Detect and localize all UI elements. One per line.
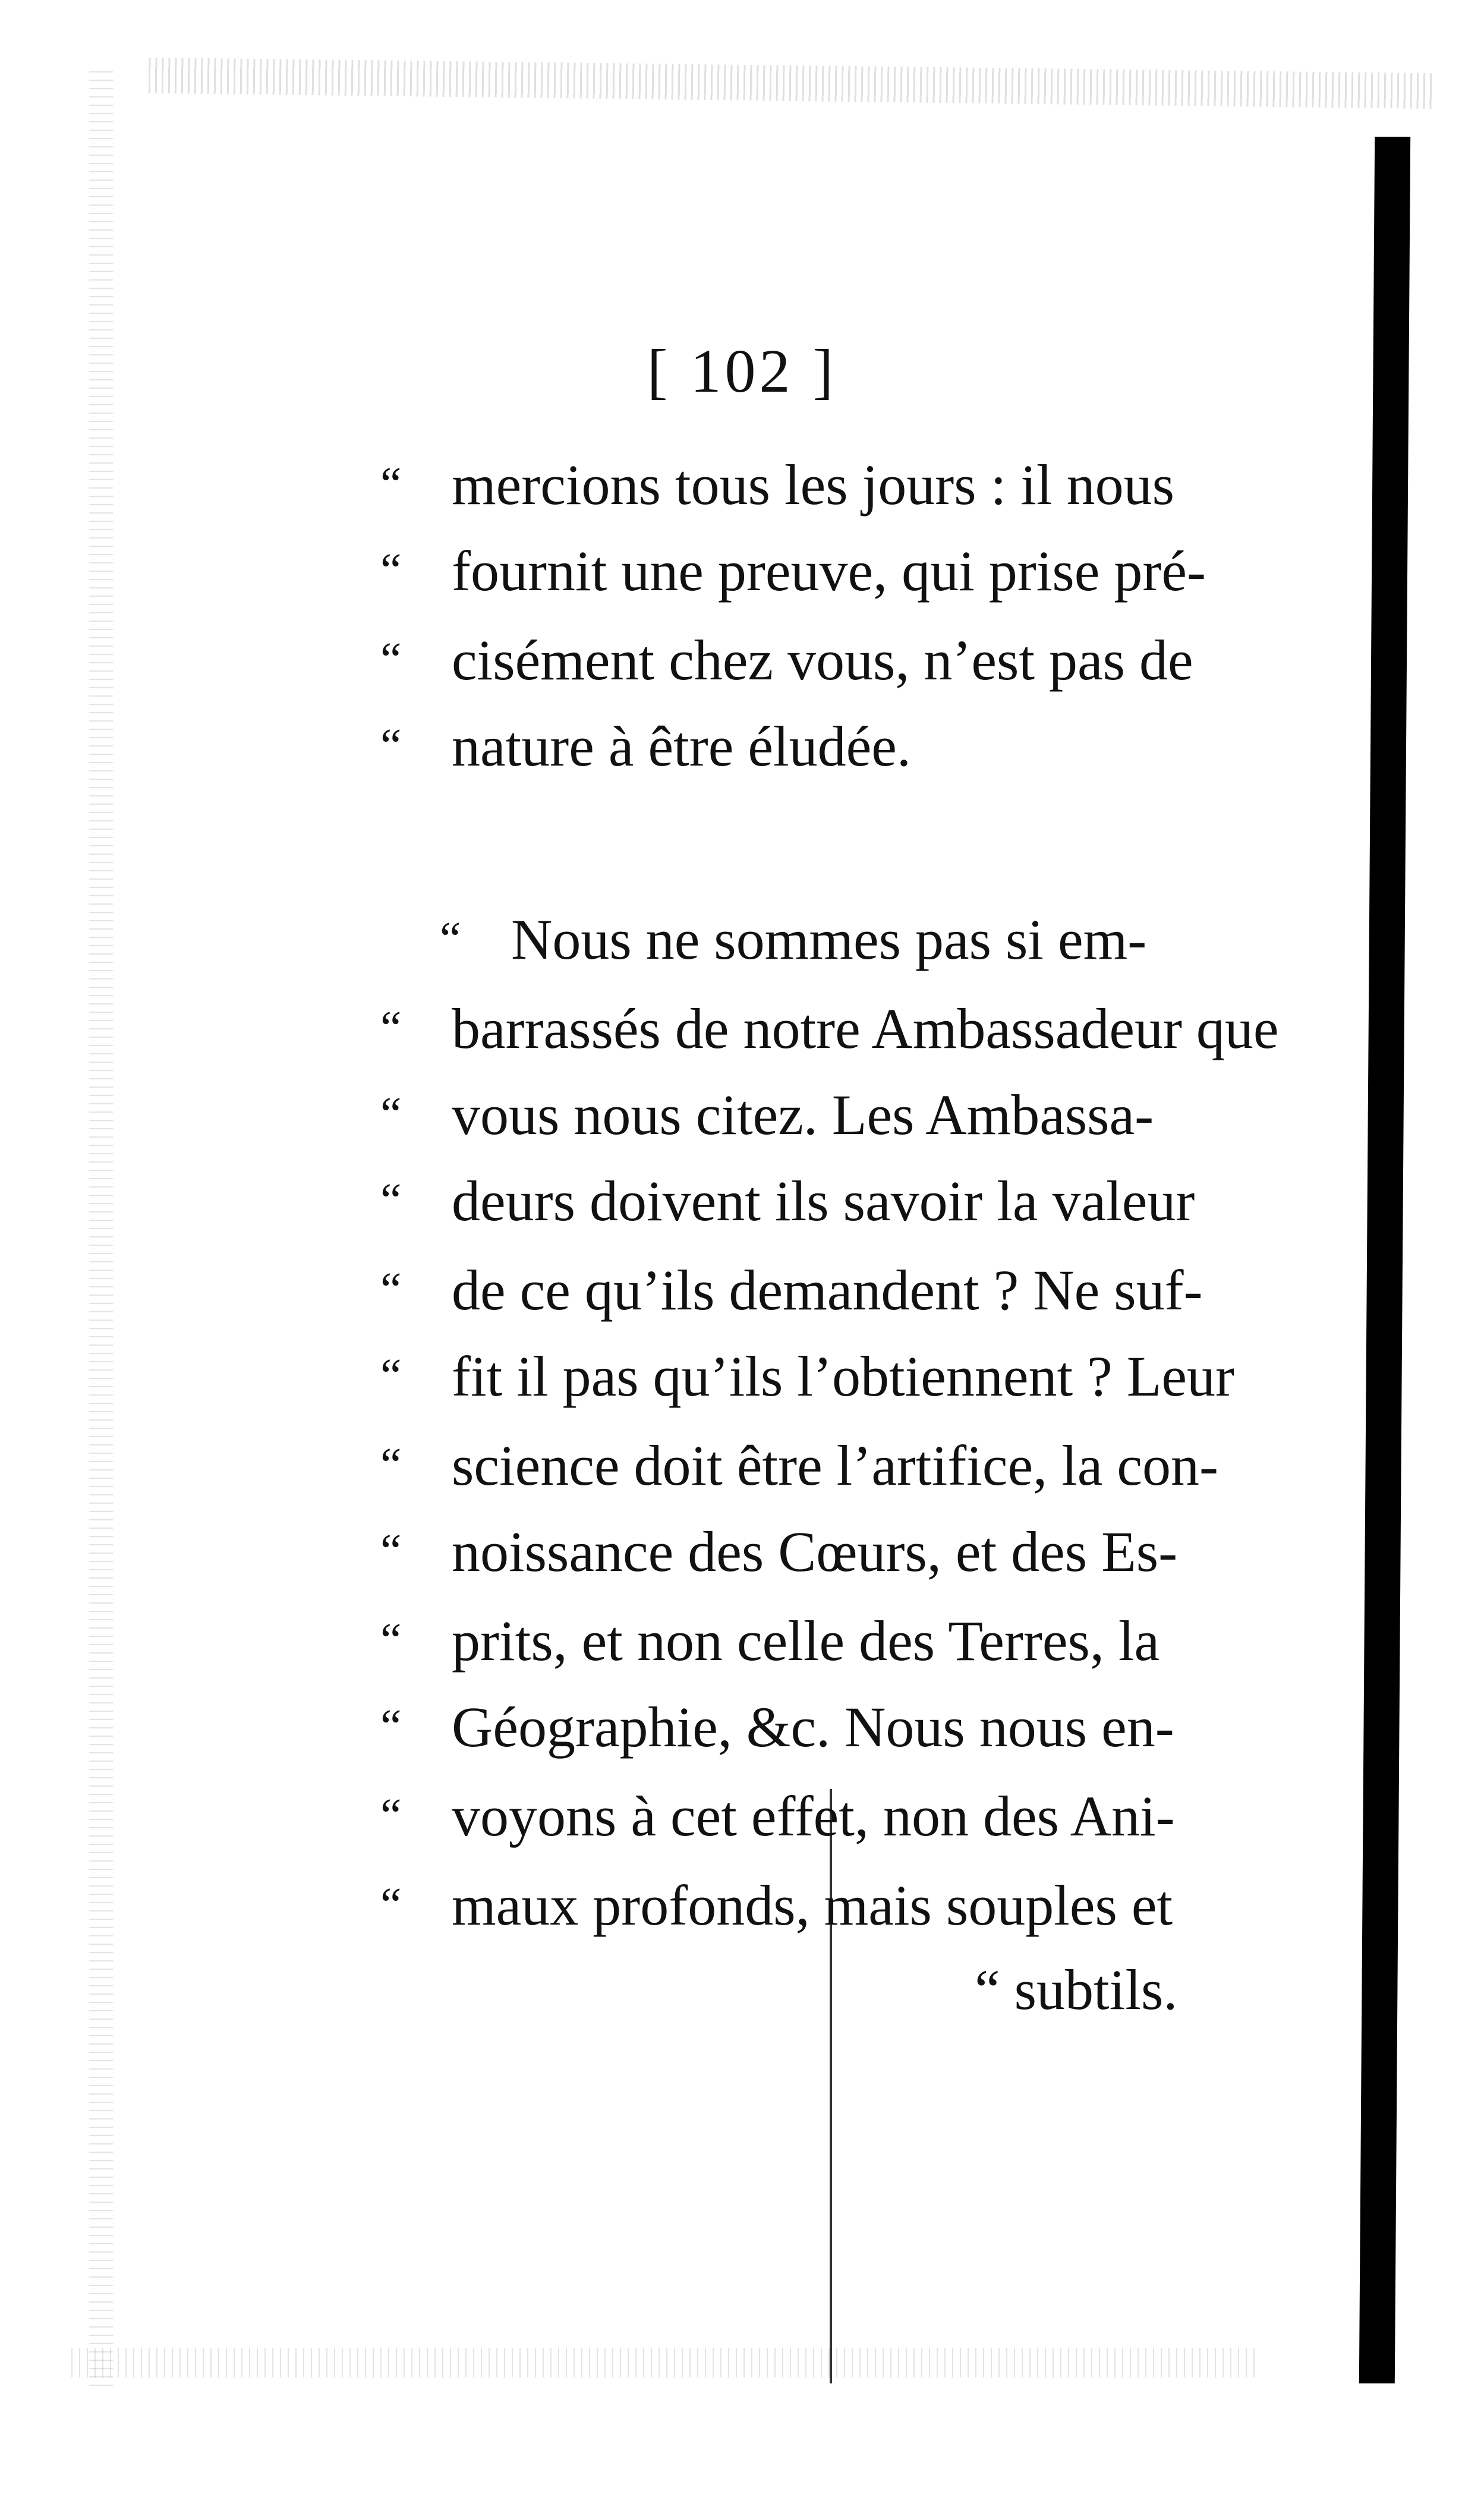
scan-top-edge xyxy=(149,58,1433,109)
text-line xyxy=(380,1783,1248,1854)
line-text: deurs doivent ils savoir la valeur xyxy=(452,1169,1195,1233)
line-text: noissance des Cœurs, et des Es- xyxy=(452,1520,1178,1583)
text-line xyxy=(440,906,1248,978)
text-line xyxy=(380,538,1248,609)
quote-mark: “ xyxy=(380,458,402,511)
quote-mark: “ xyxy=(380,1002,402,1054)
line-text: fournit une preuve, qui prise pré- xyxy=(452,539,1206,603)
line-text: fit il pas qu’ils l’obtiennent ? Leur xyxy=(452,1344,1234,1408)
line-text: voyons à cet effet, non des Ani- xyxy=(452,1784,1175,1848)
text-line xyxy=(380,1694,1248,1765)
scan-left-edge xyxy=(89,71,113,2389)
quote-mark: “ xyxy=(380,1350,402,1402)
text-line xyxy=(380,1519,1248,1590)
line-text: barrassés de notre Ambassadeur que xyxy=(452,997,1279,1060)
quote-mark: “ xyxy=(380,544,402,597)
quote-mark: “ xyxy=(380,1088,402,1141)
catchword: “ subtils. xyxy=(975,1958,1178,2021)
quote-mark: “ xyxy=(380,634,402,686)
quote-mark: “ xyxy=(380,1525,402,1577)
text-line xyxy=(380,1608,1248,1679)
text-line xyxy=(380,1432,1248,1504)
text-line xyxy=(380,452,1248,523)
line-text: de ce qu’ils demandent ? Ne suf- xyxy=(452,1258,1203,1322)
quote-mark: “ xyxy=(380,1174,402,1227)
line-text: mercions tous les jours : il nous xyxy=(452,453,1174,517)
text-line xyxy=(380,627,1248,698)
scan-bottom-edge xyxy=(71,2348,1260,2377)
text-line xyxy=(380,1168,1248,1239)
line-text: Géographie, &c. Nous nous en- xyxy=(452,1695,1174,1759)
quote-mark: “ xyxy=(380,1879,402,1931)
quote-mark: “ xyxy=(440,913,461,965)
line-text: cisément chez vous, n’est pas de xyxy=(452,628,1193,692)
text-line xyxy=(380,1872,1248,1944)
line-text: vous nous citez. Les Ambassa- xyxy=(452,1083,1154,1147)
book-spine-shadow xyxy=(1359,137,1410,2383)
line-text: prits, et non celle des Terres, la xyxy=(452,1609,1160,1673)
text-line xyxy=(380,996,1279,1067)
quote-mark: “ xyxy=(380,1439,402,1491)
page-number: [ 102 ] xyxy=(647,337,837,405)
quote-mark: “ xyxy=(380,1264,402,1316)
text-line xyxy=(380,1082,1248,1153)
line-text: Nous ne sommes pas si em- xyxy=(511,908,1147,971)
quote-mark: “ xyxy=(380,1614,402,1667)
text-line xyxy=(380,713,1248,785)
line-text: science doit être l’artifice, la con- xyxy=(452,1434,1218,1497)
quote-mark: “ xyxy=(380,1790,402,1842)
quote-mark: “ xyxy=(380,1700,402,1753)
text-line xyxy=(380,1257,1248,1328)
line-text: maux profonds, mais souples et xyxy=(452,1873,1173,1937)
quote-mark: “ xyxy=(380,720,402,772)
line-text: nature à être éludée. xyxy=(452,714,911,778)
text-line xyxy=(380,1343,1248,1415)
